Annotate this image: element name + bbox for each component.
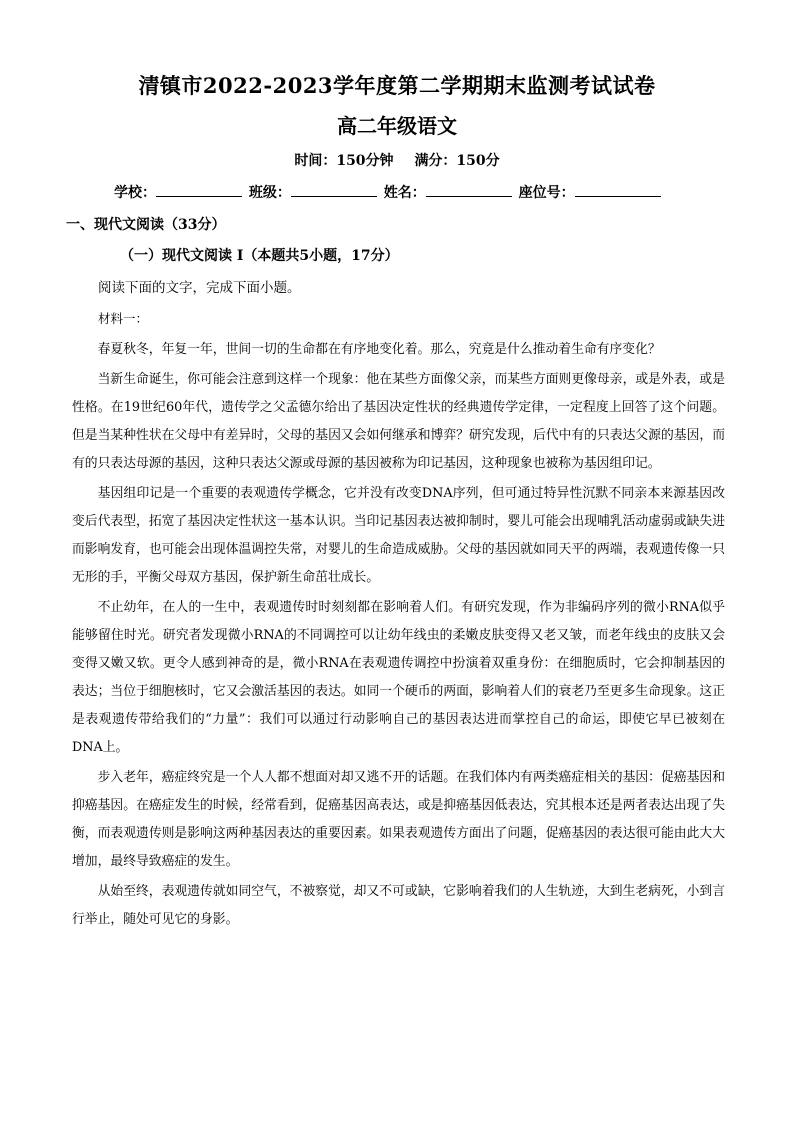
exam-subtitle: 高二年级语文 [337, 114, 457, 138]
seat-blank[interactable] [575, 182, 661, 197]
class-blank[interactable] [291, 182, 377, 197]
passage-paragraph: 当新生命诞生，你可能会注意到这样一个现象：他在某些方面像父亲，而某些方面则更像母亲，或是外表，或是性格。在19世纪60年代，遗传学之父孟德尔给出了基因决定性状的经典遗传学定律，一定程度上回答了这个问题。但是当某种性状在父母中有差异时，父母的基因又会如何继承和博弈？研究发现，后代中有的只表达父源的基因，而有的只表达母源的基因，这种只表达父源或母源的基因被称为印记基因，这种现象也被称为基因组印记。 [72, 372, 725, 471]
exam-title: 清镇市2022-2023学年度第二学期期末监测考试试卷 [138, 73, 656, 98]
section-heading: 一、现代文阅读（33分） [66, 217, 226, 233]
exam-time-score [0, 150, 794, 170]
passage-paragraph: 步入老年，癌症终究是一个人人都不想面对却又逃不开的话题。在我们体内有两类癌症相关的基因：促癌基因和抑癌基因。在癌症发生的时候，经常看到，促癌基因高表达，或是抑癌基因低表达，究其根本还是两者表达出现了失衡，而表观遗传则是影响这两种基因表达的重要因素。如果表观遗传方面出了问题，促癌基因的表达很可能由此大大增加，最终导致癌症的发生。 [72, 770, 725, 869]
passage-paragraph: 春夏秋冬，年复一年，世间一切的生命都在有序地变化着。那么，究竟是什么推动着生命有序变化？ [97, 342, 661, 357]
class-label: 班级： [248, 185, 291, 201]
exam-time: 时间：150分钟 [294, 153, 394, 169]
reading-passage [72, 336, 725, 936]
name-blank[interactable] [426, 182, 512, 197]
passage-paragraph: 基因组印记是一个重要的表观遗传学概念，它并没有改变DNA序列，但可通过特异性沉默不同亲本来源基因改变后代表型，拓宽了基因决定性状这一基本认识。当印记基因表达被抑制时，婴儿可能会出现哺乳活动虚弱或缺失进而影响发育，也可能会出现体温调控失常，对婴儿的生命造成威胁。父母的基因就如同天平的两端，表观遗传像一只无形的手，平衡父母双方基因，保护新生命茁壮成长。 [72, 486, 725, 585]
name-label: 姓名： [383, 185, 426, 201]
passage-paragraph: 从始至终，表观遗传就如同空气，不被察觉，却又不可或缺，它影响着我们的人生轨迹，大到生老病死，小到言行举止，随处可见它的身影。 [72, 884, 725, 927]
seat-label: 座位号： [518, 185, 575, 201]
passage-paragraph: 不止幼年，在人的一生中，表观遗传时时刻刻都在影响着人们。有研究发现，作为非编码序列的微小RNA似乎能够留住时光。研究者发现微小RNA的不同调控可以让幼年线虫的柔嫩皮肤变得又老又皱，而老年线虫的皮肤又会变得又嫩又软。更令人感到神奇的是，微小RNA在表观遗传调控中扮演着双重身份：在细胞质时，它会抑制基因的表达；当位于细胞核时，它又会激活基因的表达。如同一个硬币的两面，影响着人们的衰老乃至更多生命现象。这正是表观遗传带给我们的“力量”：我们可以通过行动影响自己的基因表达进而掌控自己的命运，即使它早已被刻在DNA上。 [72, 600, 725, 755]
material-label: 材料一： [98, 311, 149, 326]
school-label: 学校： [114, 185, 156, 201]
subsection-heading: （一）现代文阅读 I（本题共5小题，17分） [120, 248, 399, 264]
school-blank[interactable] [156, 182, 242, 197]
reading-instruction: 阅读下面的文字，完成下面小题。 [98, 280, 301, 296]
student-info-fields [114, 182, 714, 202]
exam-score: 满分：150分 [414, 153, 500, 169]
